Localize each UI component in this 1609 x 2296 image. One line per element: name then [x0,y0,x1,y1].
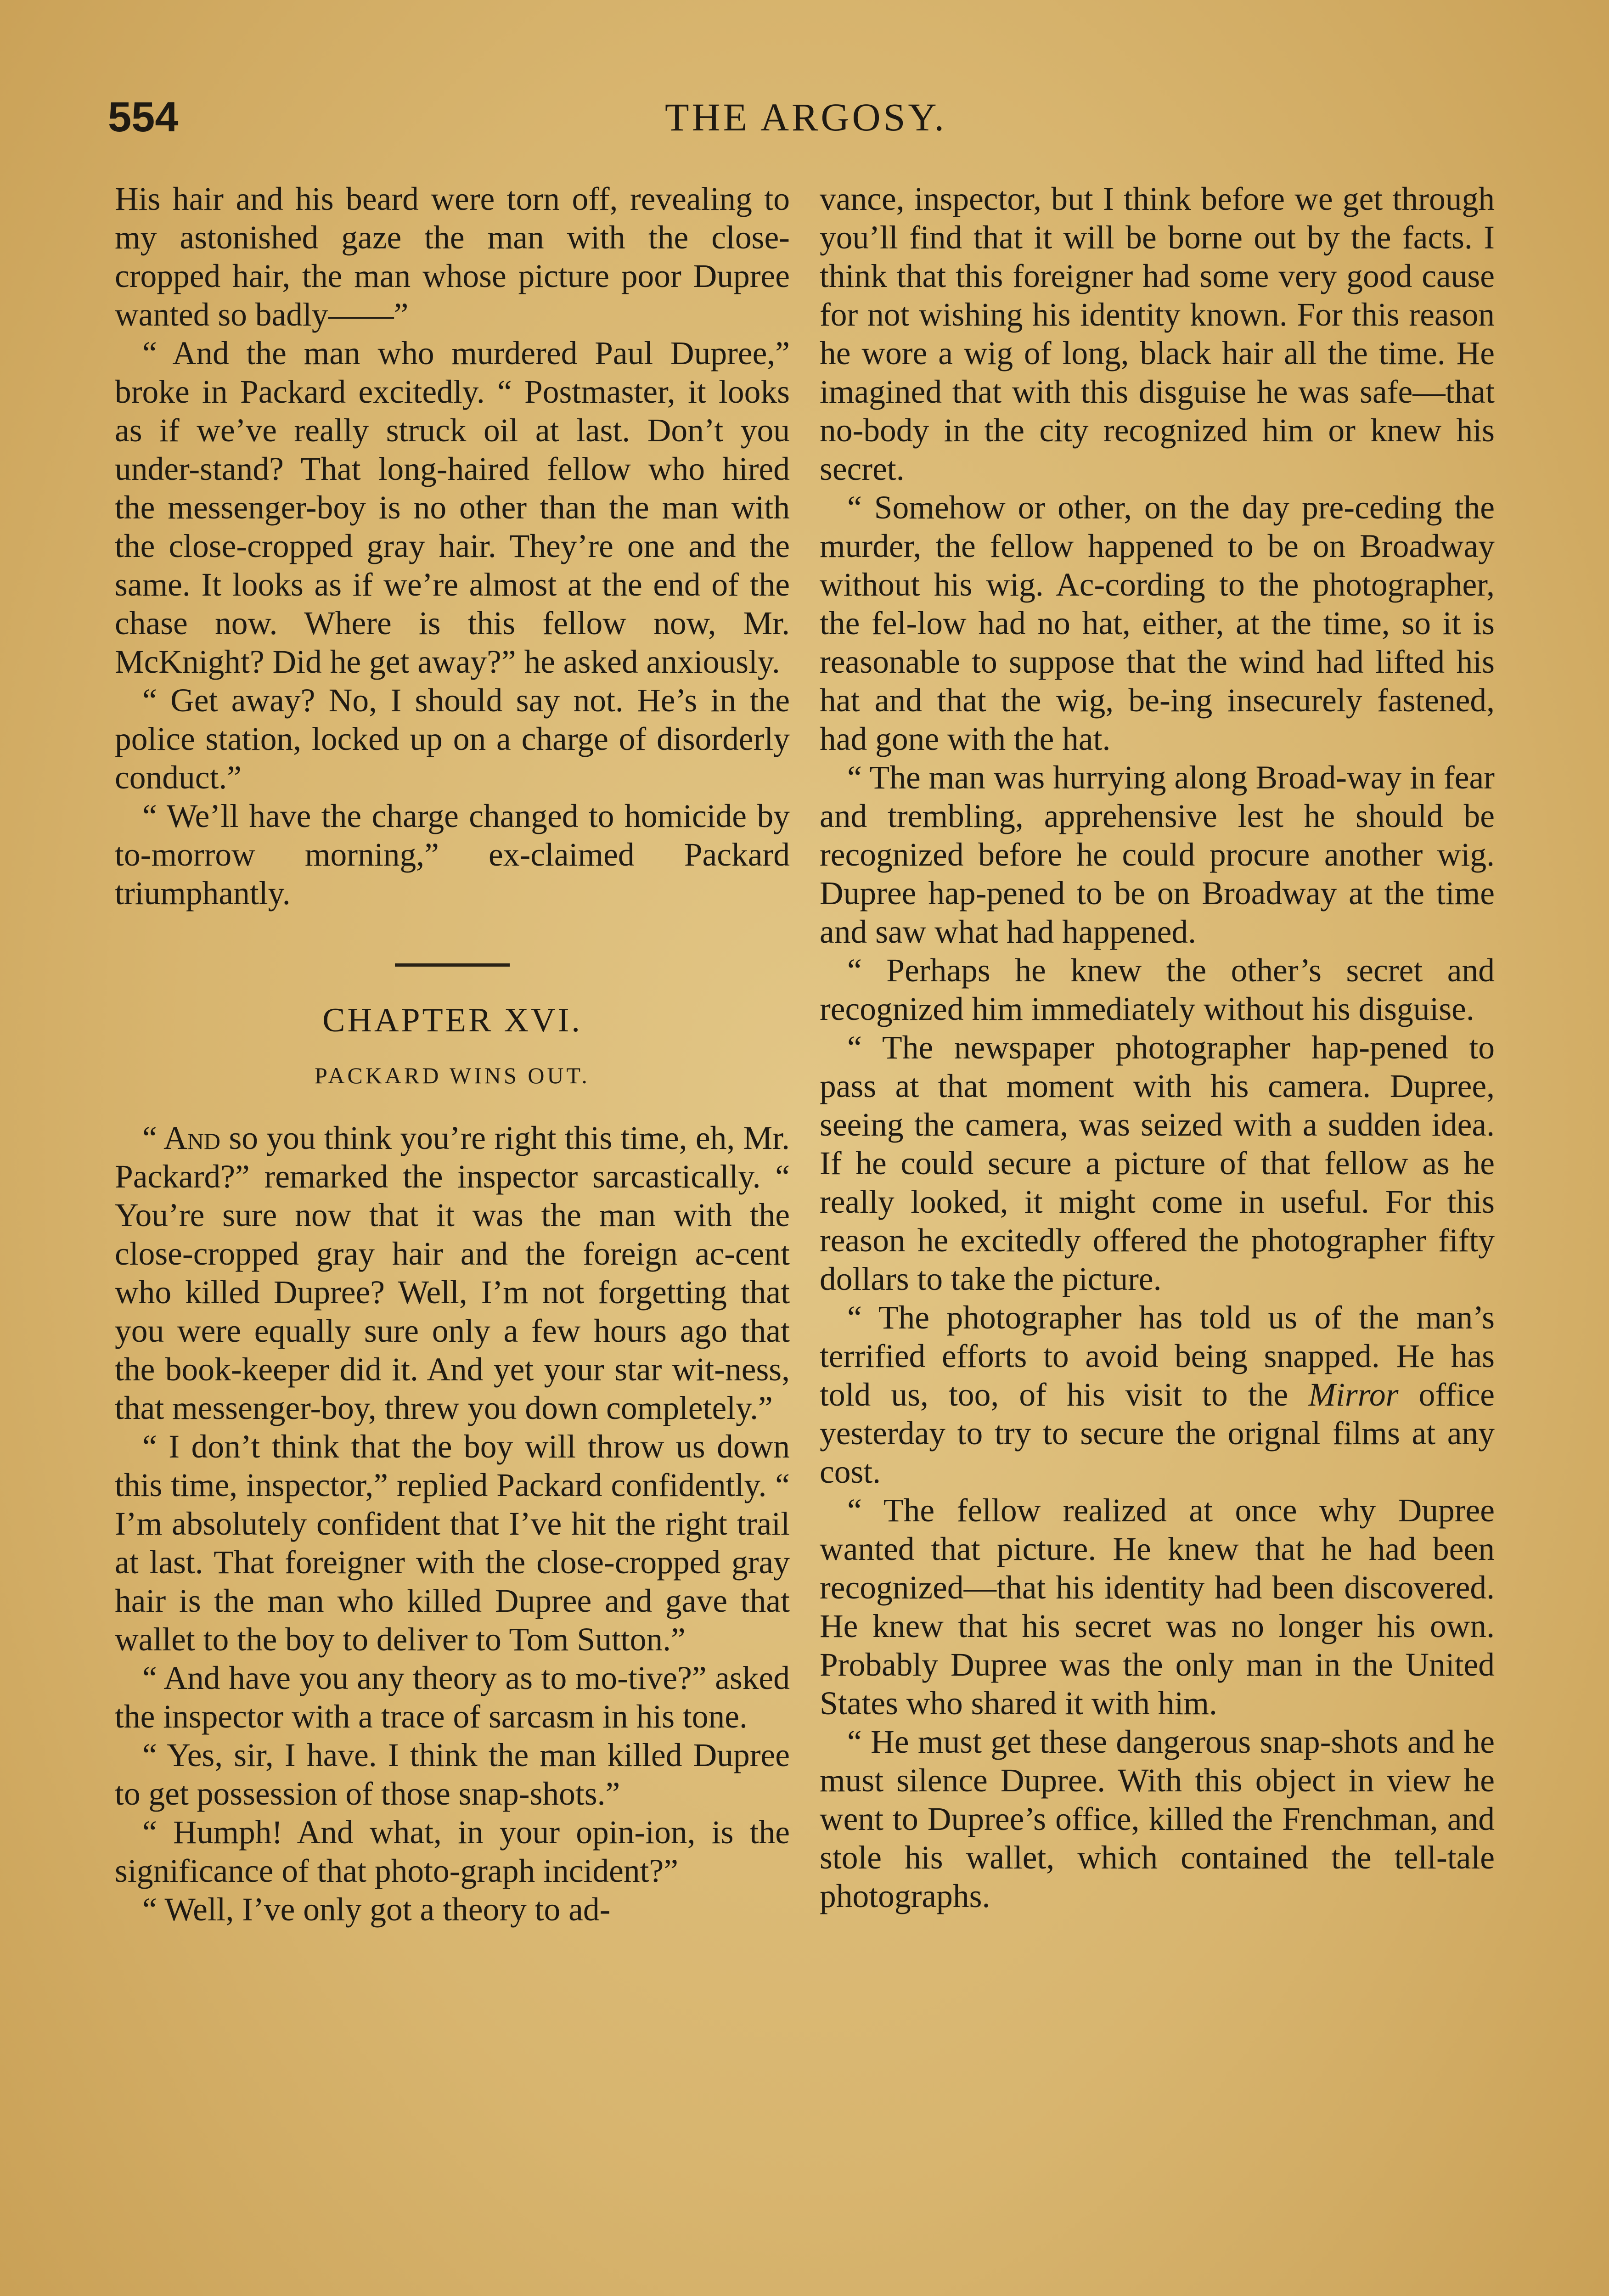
page-number: 554 [108,94,179,141]
paragraph [820,1299,1495,1491]
paragraph: “ Somehow or other, on the day pre-ceding the murder, the fellow happened to be on Broadway without his wig. Ac-cording to the photographer, the fel-low had no hat, either, at the time, so it is reasonable to suppose that the wind had lifted his hat and that the wig, be-ing insecurely fastened, had gone with the hat. [820,490,1495,757]
chapter-title: CHAPTER XVI. [322,1002,582,1039]
paragraph: “ Get away? No, I should say not. He’s in the police station, locked up on a charge of disorderly conduct.” [115,682,790,796]
left-column [115,180,790,1929]
paragraph-text: office yesterday to try to secure the orignal films at any cost. [820,1377,1495,1490]
paragraph: “ Perhaps he knew the other’s secret and recognized him immediately without his disguise. [820,952,1495,1027]
chapter-subtitle: PACKARD WINS OUT. [315,1063,590,1088]
paragraph: “ The man was hurrying along Broad-way in fear and trembling, apprehensive lest he should be recognized before he could procure another wig. Dupree hap-pened to be on Broadway at the time and saw what had happened. [820,760,1495,950]
paragraph: “ We’ll have the charge changed to homicide by to-morrow morning,” ex-claimed Packard triumphantly. [115,798,790,912]
page-header [108,92,1504,142]
chapter-opening-paragraph [115,1119,790,1428]
paragraph: “ And the man who murdered Paul Dupree,” broke in Packard excitedly. “ Postmaster, it looks as if we’ve really struck oil at last. Don’t you under-stand? That long-haired fellow who hired the messenger-boy is no other than the man with the close-cropped gray hair. They’re one and the same. It looks as if we’re almost at the end of the chase now. Where is this fellow now, Mr. McKnight? Did he get away?” he asked anxiously. [115,335,790,680]
right-column [820,180,1495,1916]
paragraph: “ The newspaper photographer hap-pened to pass at that moment with his camera. Dupree, seeing the camera, was seized with a sudden idea. If he could secure a picture of that fellow as he really looked, it might come in useful. For this reason he excitedly offered the photographer fifty dollars to take the picture. [820,1030,1495,1297]
paragraph: “ And have you any theory as to mo-tive?” asked the inspector with a trace of sarcasm in his tone. [115,1660,790,1735]
paragraph: “ I don’t think that the boy will throw us down this time, inspector,” replied Packard confidently. “ I’m absolutely confident that I’ve hit the right trail at last. That foreigner with the close-cropped gray hair is the man who killed Dupree and gave that wallet to the boy to deliver to Tom Sutton.” [115,1429,790,1658]
running-head: THE ARGOSY. [665,95,947,139]
paragraph-text: so you think you’re right this time, eh, Mr. Packard?” remarked the inspector sarcastically. “ You’re sure now that it was the man with the close-cropped gray hair and the foreign ac-cent who killed Dupree? Well, I’m not forgetting that you were equally sure only a few hours ago that the book-keeper did it. And yet your star wit-ness, that messenger-boy, threw you down completely.” [115,1120,790,1426]
paragraph: “ The fellow realized at once why Dupree wanted that picture. He knew that he had been recognized—that his identity had been discovered. He knew that his secret was no longer his own. Probably Dupree was the only man in the United States who shared it with him. [820,1492,1495,1722]
paragraph: “ He must get these dangerous snap-shots and he must silence Dupree. With this object in view he went to Dupree’s office, killed the Frenchman, and stole his wallet, which contained the tell-tale photographs. [820,1724,1495,1914]
paragraph-text: “ The photographer has told us of the man’s terrified efforts to avoid being snapped. He has told us, too, of his visit to the [820,1300,1495,1413]
paragraph: vance, inspector, but I think before we get through you’ll find that it will be borne out by the facts. I think that this foreigner had some very good cause for not wishing his identity known. For this reason he wore a wig of long, black hair all the time. He imagined that with this disguise he was safe—that no-body in the city recognized him or knew his secret. [820,181,1495,487]
paragraph: “ Humph! And what, in your opin-ion, is the significance of that photo-graph incident?” [115,1814,790,1889]
newspaper-name: Mirror [1308,1377,1399,1413]
section-divider [395,963,510,967]
drop-lead-word: “ And [142,1120,221,1156]
paragraph: His hair and his beard were torn off, revealing to my astonished gaze the man with the close-cropped hair, the man whose picture poor Dupree wanted so badly——” [115,181,790,333]
paragraph: “ Yes, sir, I have. I think the man killed Dupree to get possession of those snap-shots.” [115,1737,790,1812]
paragraph: “ Well, I’ve only got a theory to ad- [142,1891,611,1928]
